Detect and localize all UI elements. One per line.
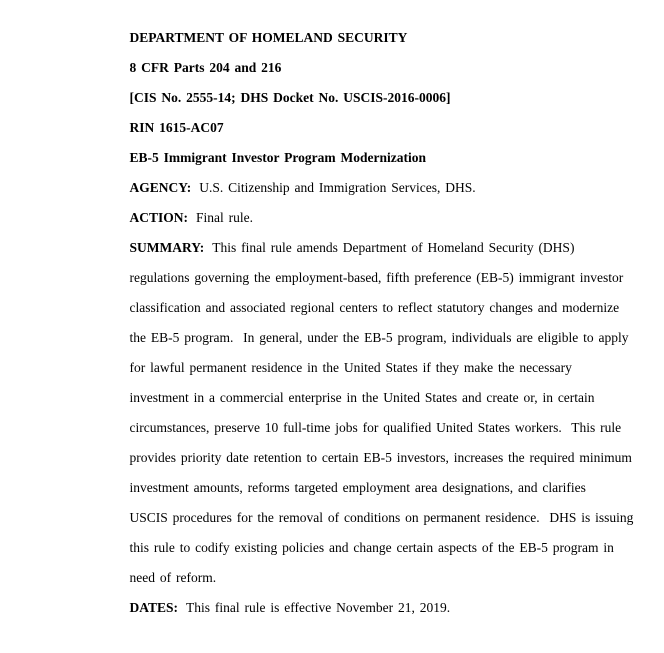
summary-text: investment in a commercial enterprise in the United States and create or, in certain [129, 390, 595, 405]
action-text: Final rule. [196, 210, 254, 225]
summary-text: provides priority date retention to certain EB-5 investors, increases the required minimum [129, 450, 632, 465]
summary-text: for lawful permanent residence in the United States if they make the necessary [129, 360, 572, 375]
cfr-parts: 8 CFR Parts 204 and 216 [129, 60, 282, 75]
summary-text: classification and associated regional centers to reflect statutory changes and modernize [129, 300, 620, 315]
dates-text: This final rule is effective November 21, 2019. [186, 600, 451, 615]
rule-title: EB-5 Immigrant Investor Program Modernization [129, 150, 426, 165]
rin-number: RIN 1615-AC07 [129, 120, 224, 135]
summary-text: this rule to codify existing policies and change certain aspects of the EB-5 program in [129, 540, 614, 555]
docket-number: [CIS No. 2555-14; DHS Docket No. USCIS-2016-0006] [129, 90, 451, 105]
summary-text: investment amounts, reforms targeted employment area designations, and clarifies [129, 480, 586, 495]
document-page [110, 0, 634, 615]
department-heading: DEPARTMENT OF HOMELAND SECURITY [129, 30, 408, 45]
summary-text: regulations governing the employment-based, fifth preference (EB-5) immigrant investor [129, 270, 624, 285]
summary-text: USCIS procedures for the removal of conditions on permanent residence. DHS is issuing [129, 510, 634, 525]
summary-text: the EB-5 program. In general, under the EB-5 program, individuals are eligible to apply [129, 330, 629, 345]
department-heading-line [110, 0, 610, 45]
action-label: ACTION: [129, 210, 189, 225]
summary-text: circumstances, preserve 10 full-time jobs for qualified United States workers. This rule [129, 420, 622, 435]
summary-text-first: This final rule amends Department of Homeland Security (DHS) [212, 240, 575, 255]
agency-label: AGENCY: [129, 180, 192, 195]
summary-text: need of reform. [129, 570, 217, 585]
agency-text: U.S. Citizenship and Immigration Services, DHS. [199, 180, 476, 195]
dates-label: DATES: [129, 600, 179, 615]
summary-label: SUMMARY: [129, 240, 205, 255]
